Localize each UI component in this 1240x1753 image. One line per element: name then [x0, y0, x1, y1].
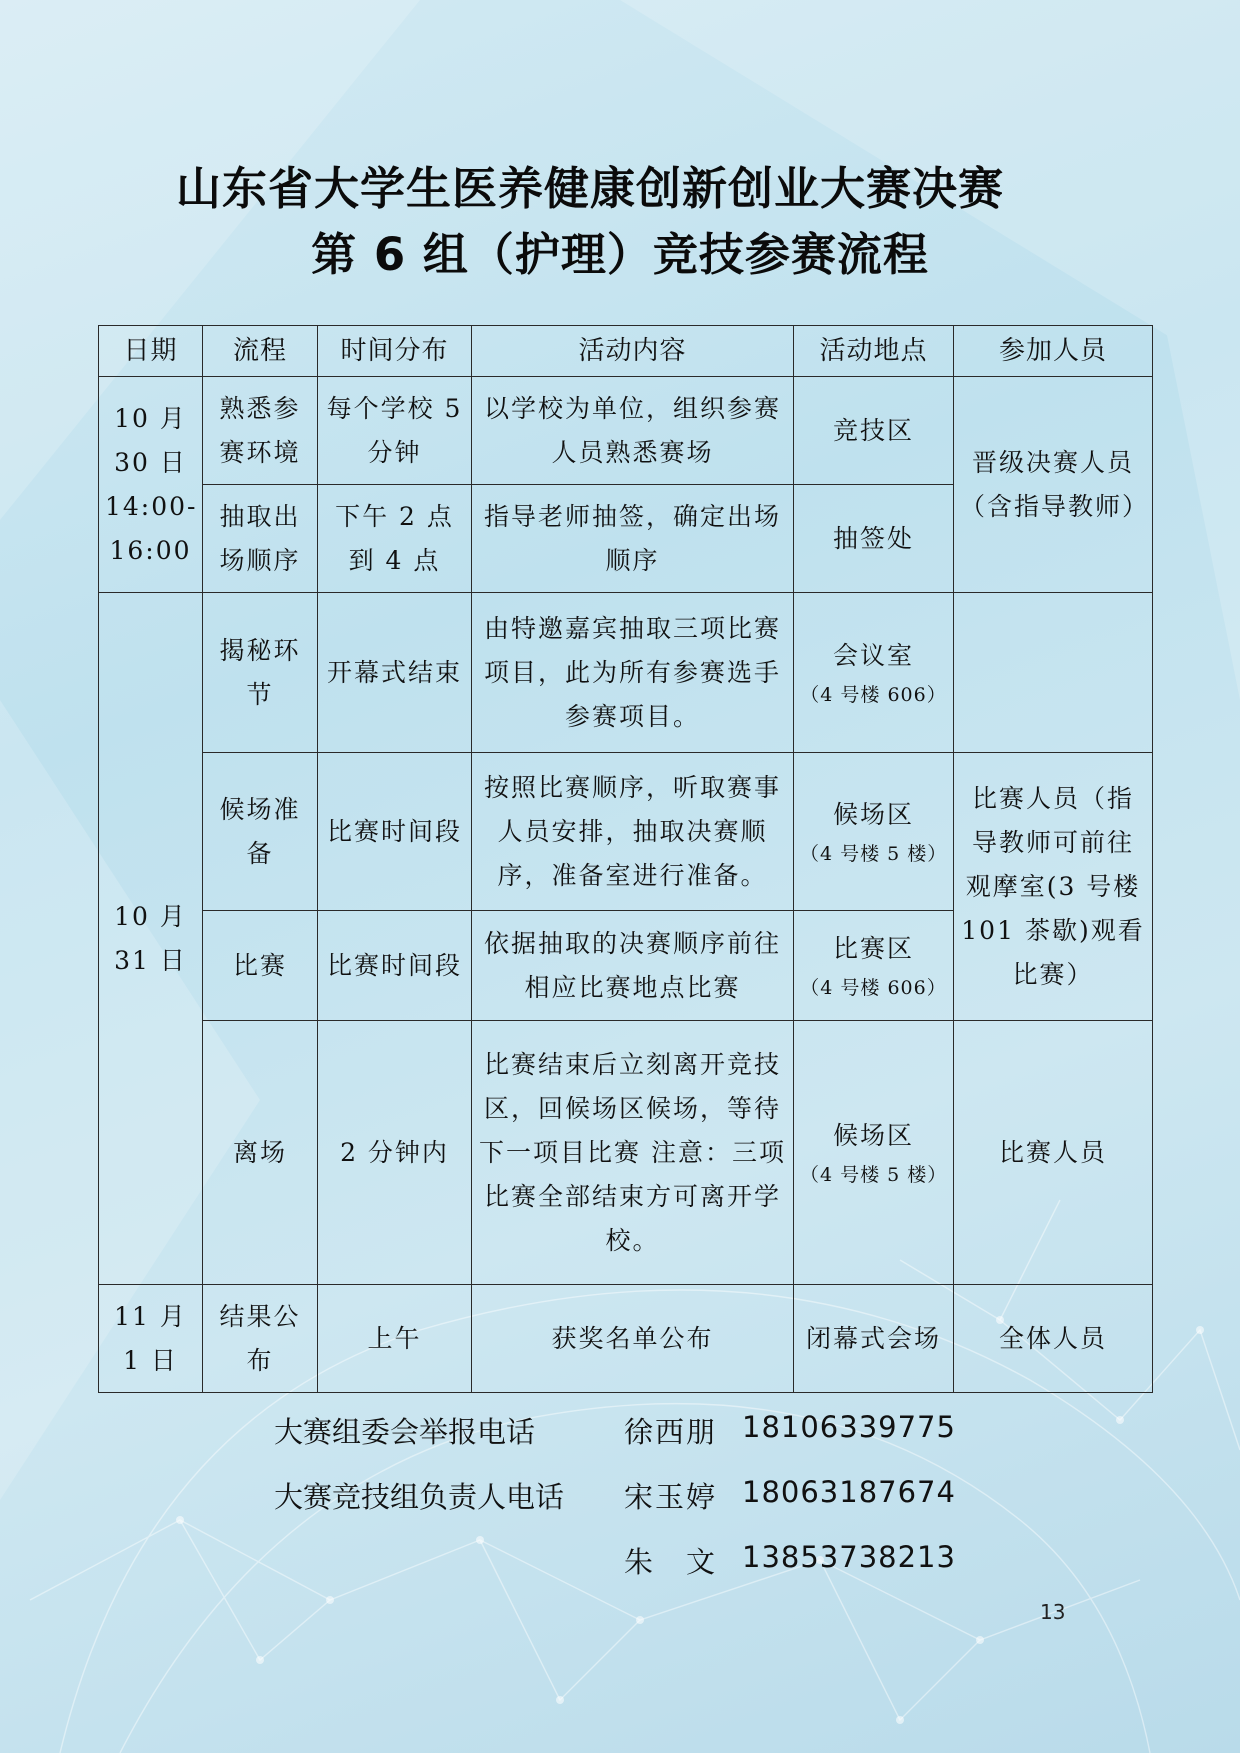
contact-name: 朱 文	[624, 1545, 718, 1579]
page-title-line-2: 第 6 组（护理）竞技参赛流程	[311, 228, 929, 281]
time-cell: 每个学校 5 分钟	[318, 377, 472, 485]
table-header-row	[99, 326, 1153, 377]
process-cell: 离场	[203, 1021, 318, 1285]
process-cell: 熟悉参赛环境	[203, 377, 318, 485]
column-header-time: 时间分布	[318, 326, 472, 377]
time-cell: 比赛时间段	[318, 753, 472, 911]
contact-phone: 18106339775	[742, 1410, 956, 1444]
date-cell: 11 月 1 日	[99, 1285, 203, 1393]
place-name: 会议室	[832, 640, 914, 670]
place-name: 抽签处	[832, 523, 914, 553]
content-cell: 依据抽取的决赛顺序前往相应比赛地点比赛	[472, 911, 794, 1021]
contact-label: 大赛竞技组负责人电话	[274, 1480, 565, 1514]
place-name: 比赛区	[832, 933, 914, 963]
process-cell: 抽取出场顺序	[203, 485, 318, 593]
place-cell	[794, 377, 954, 485]
place-name: 竞技区	[832, 415, 914, 445]
content-cell: 指导老师抽签，确定出场顺序	[472, 485, 794, 593]
place-name: 候场区	[832, 799, 914, 829]
participants-cell: 晋级决赛人员（含指导教师）	[954, 377, 1153, 593]
place-note: （4 号楼 5 楼）	[800, 842, 948, 865]
column-header-date: 日期	[99, 326, 203, 377]
place-name: 闭幕式会场	[805, 1323, 941, 1353]
time-cell: 上午	[318, 1285, 472, 1393]
contact-label: 大赛组委会举报电话	[274, 1415, 536, 1449]
place-cell	[794, 1285, 954, 1393]
place-note: （4 号楼 606）	[800, 683, 947, 706]
contact-phone: 13853738213	[742, 1540, 956, 1574]
contact-name: 宋玉婷	[624, 1480, 718, 1514]
place-cell	[794, 753, 954, 911]
column-header-participants: 参加人员	[954, 326, 1153, 377]
participants-cell	[954, 593, 1153, 753]
content-cell: 由特邀嘉宾抽取三项比赛项目，此为所有参赛选手参赛项目。	[472, 593, 794, 753]
process-cell: 揭秘环节	[203, 593, 318, 753]
content-cell: 以学校为单位，组织参赛人员熟悉赛场	[472, 377, 794, 485]
table-row	[99, 377, 1153, 485]
contact-name: 徐西朋	[624, 1415, 718, 1449]
process-cell: 比赛	[203, 911, 318, 1021]
column-header-process: 流程	[203, 326, 318, 377]
time-cell: 比赛时间段	[318, 911, 472, 1021]
content-cell: 按照比赛顺序，听取赛事人员安排，抽取决赛顺序，准备室进行准备。	[472, 753, 794, 911]
place-note: （4 号楼 606）	[800, 976, 947, 999]
date-cell: 10 月 30 日 14:00-16:00	[99, 377, 203, 593]
content-cell: 比赛结束后立刻离开竞技区，回候场区候场，等待下一项目比赛 注意：三项比赛全部结束方可离开学校。	[472, 1021, 794, 1285]
time-cell: 开幕式结束	[318, 593, 472, 753]
page-number: 13	[1040, 1600, 1066, 1624]
column-header-content: 活动内容	[472, 326, 794, 377]
table-row	[99, 753, 1153, 911]
time-cell: 下午 2 点到 4 点	[318, 485, 472, 593]
table-row	[99, 1021, 1153, 1285]
participants-cell: 比赛人员（指导教师可前往观摩室(3 号楼 101 茶歇)观看比赛）	[954, 753, 1153, 1021]
page-title-line-1: 山东省大学生医养健康创新创业大赛决赛	[175, 162, 1004, 215]
place-cell	[794, 485, 954, 593]
process-cell: 结果公布	[203, 1285, 318, 1393]
participants-cell: 全体人员	[954, 1285, 1153, 1393]
contact-phone: 18063187674	[742, 1475, 956, 1509]
place-cell	[794, 1021, 954, 1285]
participants-cell: 比赛人员	[954, 1021, 1153, 1285]
table-row	[99, 1285, 1153, 1393]
competition-schedule-table	[98, 325, 1153, 1393]
place-note: （4 号楼 5 楼）	[800, 1163, 948, 1186]
column-header-place: 活动地点	[794, 326, 954, 377]
content-cell: 获奖名单公布	[472, 1285, 794, 1393]
place-cell	[794, 593, 954, 753]
place-cell	[794, 911, 954, 1021]
time-cell: 2 分钟内	[318, 1021, 472, 1285]
date-cell: 10 月 31 日	[99, 593, 203, 1285]
place-name: 候场区	[832, 1120, 914, 1150]
table-row	[99, 593, 1153, 753]
process-cell: 候场准备	[203, 753, 318, 911]
